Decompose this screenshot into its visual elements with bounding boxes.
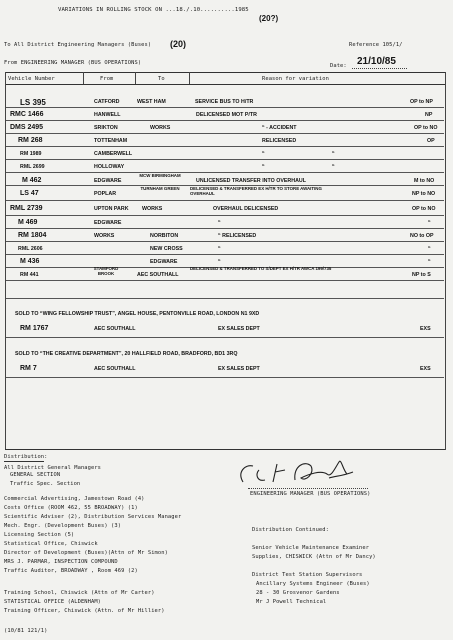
- column-header-from: From: [100, 76, 114, 82]
- reason: DELICENSED & TRANSFERRED TO S/DEPT EX H/TR AWCA 199/735: [190, 266, 332, 271]
- to-garage: TURNHAM GREEN: [140, 186, 180, 191]
- list-item: Training Officer, Chiswick (Attn. of Mr Hillier): [4, 608, 165, 614]
- status-code: “: [332, 151, 335, 157]
- sold-to-heading-1: SOLD TO “WING FELLOWSHIP TRUST”, ANGEL HOUSE, PENTONVILLE ROAD, LONDON N1 9XD: [15, 311, 260, 317]
- list-item: Traffic Auditor, BROADWAY , Room 469 (2): [4, 568, 138, 574]
- to-garage: MCW BIRMINGHAM: [139, 173, 181, 178]
- table-right-border: [445, 72, 446, 450]
- reason: “: [262, 151, 265, 157]
- reference: Reference 105/1/: [349, 42, 403, 48]
- from-garage: AEC SOUTHALL: [94, 366, 136, 372]
- vehicle-number: RM 7: [20, 365, 37, 372]
- distribution-heading: Distribution:: [4, 454, 48, 460]
- list-item: All District General Managers: [4, 465, 102, 471]
- reason: EX SALES DEPT: [218, 366, 260, 372]
- list-item: District Test Station Supervisors: [252, 572, 363, 578]
- status-code: “: [428, 259, 431, 265]
- vehicle-number: RM 441: [20, 272, 39, 278]
- signature: [235, 452, 365, 492]
- footer-code: (10/81 121/1): [4, 628, 48, 634]
- vehicle-number: RM 1767: [20, 325, 49, 332]
- document-title: VARIATIONS IN ROLLING STOCK ON ...18./.10..........1985: [58, 7, 249, 13]
- from-garage: UPTON PARK: [94, 206, 129, 212]
- vehicle-number: LS 395: [20, 98, 46, 107]
- from-garage: POPLAR: [94, 191, 117, 197]
- table-header-border: [5, 84, 445, 85]
- to-garage: NEW CROSS: [150, 246, 183, 252]
- vehicle-number: RM 1989: [20, 151, 42, 157]
- list-item: Scientific Adviser (2), Distribution Services Manager: [4, 514, 182, 520]
- list-item: Licensing Section (5): [4, 532, 75, 538]
- from-garage: EDGWARE: [94, 178, 122, 184]
- status-code: “: [428, 246, 431, 252]
- reason: “: [262, 164, 265, 170]
- to-line: To All District Engineering Managers (Buses): [4, 42, 152, 48]
- reason: “: [218, 220, 221, 226]
- to-garage: WORKS: [142, 206, 163, 212]
- status-code: EXS: [420, 326, 431, 332]
- status-code: OP to NO: [412, 206, 436, 212]
- vehicle-number: M 469: [18, 219, 38, 226]
- table-bottom-border: [5, 449, 445, 450]
- status-code: EXS: [420, 366, 431, 372]
- status-code: OP to NO: [414, 125, 438, 131]
- to-garage: WEST HAM: [137, 99, 166, 105]
- vehicle-number: M 436: [20, 258, 40, 265]
- status-code: NP to S: [412, 272, 431, 278]
- from-garage: TOTTENHAM: [94, 138, 128, 144]
- vehicle-number: DMS 2495: [10, 124, 44, 131]
- list-item: Commercial Advertising, Jamestown Road (4): [4, 496, 145, 502]
- reason: OVERHAUL DELICENSED: [213, 206, 279, 212]
- status-code: OP: [427, 138, 435, 144]
- to-garage: NORBITON: [150, 233, 179, 239]
- list-item: Statistical Office, Chiswick: [4, 541, 98, 547]
- status-code: NP to NO: [412, 191, 436, 197]
- status-code: “: [428, 220, 431, 226]
- to-garage: EDGWARE: [150, 259, 178, 265]
- list-item: Traffic Spec. Section: [10, 481, 81, 487]
- from-garage: HANWELL: [94, 112, 121, 118]
- from-garage: SRIKTON: [94, 125, 118, 131]
- vehicle-number: RMC 1466: [10, 111, 44, 118]
- signature-title: ENGINEERING MANAGER (BUS OPERATIONS): [250, 491, 371, 497]
- status-code: NP: [425, 112, 433, 118]
- table-top-border: [5, 72, 445, 73]
- list-item: GENERAL SECTION: [10, 472, 61, 478]
- vehicle-number: RM 268: [18, 137, 43, 144]
- list-item: 28 - 30 Grosvenor Gardens: [256, 590, 340, 596]
- reason: EX SALES DEPT: [218, 326, 260, 332]
- reason: DELICENSED MOT P/TR: [196, 112, 257, 118]
- reason: “ - ACCIDENT: [262, 125, 297, 131]
- reason: “ RELICENSED: [218, 233, 257, 239]
- status-code: M to NO: [414, 178, 435, 184]
- column-header-vehicle: Vehicle Number: [8, 76, 55, 82]
- date-underline: [352, 68, 407, 69]
- vehicle-number: LS 47: [20, 190, 39, 197]
- vehicle-number: RML 2739: [10, 205, 43, 212]
- from-garage: EDGWARE: [94, 220, 122, 226]
- to-number: (20): [170, 39, 187, 49]
- list-item: Director of Development (Buses)(Attn of Mr Simon): [4, 550, 168, 556]
- column-header-reason: Reason for variation: [262, 76, 329, 82]
- list-item: Senior Vehicle Maintenance Examiner: [252, 545, 370, 551]
- to-garage: WORKS: [150, 125, 171, 131]
- reason: UNLICENSED TRANSFER INTO OVERHAUL: [196, 178, 306, 184]
- status-code: OP to NP: [410, 99, 433, 105]
- sold-to-heading-2: SOLD TO “THE CREATIVE DEPARTMENT”, 20 HALLFIELD ROAD, BRADFORD, BD1 3RQ: [15, 351, 238, 357]
- from-line: From ENGINEERING MANAGER (BUS OPERATIONS): [4, 60, 142, 66]
- reason: SERVICE BUS TO H/TR: [195, 99, 254, 105]
- title-ref-handwritten: (20?): [259, 14, 279, 23]
- list-item: Mr J Powell Technical: [256, 599, 327, 605]
- list-item: Costs Office (ROOM 462, 55 BROADWAY) (1): [4, 505, 138, 511]
- from-garage: CATFORD: [94, 99, 120, 105]
- vehicle-number: RM 1804: [18, 232, 47, 239]
- distribution-continued-heading: Distribution Continued:: [252, 527, 329, 533]
- reason: DELICENSED & TRANSFERRED EX H/TR TO STORE AWAITING OVERHAUL: [190, 186, 322, 196]
- column-header-to: To: [158, 76, 165, 82]
- date-label: Date:: [330, 63, 347, 69]
- list-item: Ancillary Systems Engineer (Buses): [256, 581, 370, 587]
- status-code: “: [332, 164, 335, 170]
- reason: “: [218, 246, 221, 252]
- from-garage: STAMFORD BROOK: [93, 266, 119, 276]
- from-garage: WORKS: [94, 233, 115, 239]
- from-garage: CAMBERWELL: [94, 151, 133, 157]
- from-garage: HOLLOWAY: [94, 164, 125, 170]
- list-item: MRS J. PARMAR, INSPECTION COMPOUND: [4, 559, 118, 565]
- list-item: STATISTICAL OFFICE (ALDENHAM): [4, 599, 102, 605]
- date-value: 21/10/85: [357, 56, 396, 67]
- table-left-border: [5, 72, 6, 450]
- vehicle-number: M 462: [22, 177, 42, 184]
- list-item: Supplies, CHISWICK (Attn of Mr Dancy): [252, 554, 376, 560]
- status-code: NO to OP: [410, 233, 434, 239]
- to-garage: AEC SOUTHALL: [137, 272, 179, 278]
- vehicle-number: RML 2606: [18, 246, 43, 252]
- reason: RELICENSED: [262, 138, 297, 144]
- from-garage: AEC SOUTHALL: [94, 326, 136, 332]
- list-item: Mech. Engr. (Development Buses) (3): [4, 523, 122, 529]
- vehicle-number: RML 2699: [20, 164, 45, 170]
- list-item: Training School, Chiswick (Attn of Mr Carter): [4, 590, 155, 596]
- reason: “: [218, 259, 221, 265]
